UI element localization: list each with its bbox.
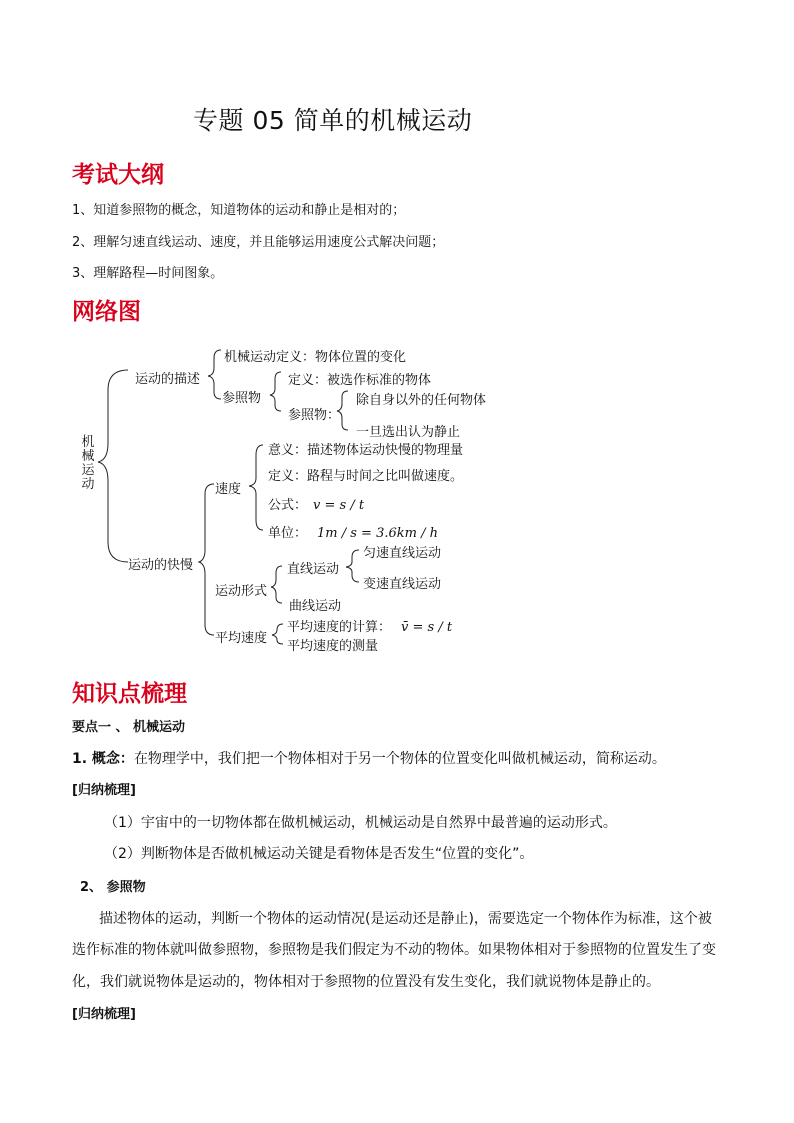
- average-calc-label: 平均速度的计算：: [287, 620, 392, 635]
- summary-label: [归纳梳理]: [72, 783, 136, 798]
- forms-label: 运动形式: [215, 584, 268, 599]
- velocity-unit-row: [268, 522, 438, 541]
- average-label: 平均速度: [215, 631, 268, 646]
- formula-label: 公式：: [268, 498, 308, 513]
- velocity-formula-row: [268, 494, 364, 513]
- velocity-unit: 1m / s = 3.6km / h: [317, 526, 438, 541]
- root-brace: [98, 370, 128, 562]
- velocity-formula: v = s / t: [313, 498, 365, 513]
- summary-item-2: （2）判断物体是否做机械运动关键是看物体是否发生“位置的变化”。: [104, 846, 534, 862]
- reference-sub-label: 参照物：: [288, 408, 341, 423]
- forms-brace: [271, 566, 282, 603]
- point1-title: 要点一 、 机械运动: [72, 720, 186, 735]
- straight-brace: [346, 550, 359, 582]
- velocity-definition: 定义：路程与时间之比叫做速度。: [268, 469, 464, 484]
- summary-item-1: （1）宇宙中的一切物体都在做机械运动，机械运动是自然界中最普遍的运动形式。: [104, 815, 617, 831]
- knowledge-heading: 知识点梳理: [72, 681, 187, 707]
- concept-text: 在物理学中，我们把一个物体相对于另一个物体的位置变化叫做机械运动，简称运动。: [133, 751, 666, 767]
- average-measure: 平均速度的测量: [287, 639, 379, 654]
- reference-label: 参照物: [222, 391, 262, 406]
- uniform-straight-motion: 匀速直线运动: [363, 546, 442, 561]
- average-brace: [272, 624, 283, 644]
- velocity-meaning: 意义：描述物体运动快慢的物理量: [268, 443, 464, 458]
- root-label: 机 械 运 动: [81, 435, 95, 492]
- reference-paragraph-line-3: 化，我们就说物体是运动的，物体相对于参照物的位置没有发生变化，我们就说物体是静止的。: [72, 974, 660, 990]
- outline-item-2: 2、理解匀速直线运动、速度，并且能够运用速度公式解决问题；: [72, 235, 445, 250]
- page-title: 专题 05 简单的机械运动: [193, 106, 473, 135]
- concept-paragraph: [72, 748, 666, 768]
- description-label: 运动的描述: [135, 372, 201, 387]
- velocity-brace: [249, 445, 263, 530]
- reference-option-1: 除自身以外的任何物体: [356, 393, 487, 408]
- concept-label: 1. 概念：: [72, 751, 134, 767]
- summary-label-2: [归纳梳理]: [72, 1007, 136, 1022]
- curve-motion: 曲线运动: [289, 599, 342, 614]
- straight-motion: 直线运动: [287, 562, 340, 577]
- point2-title: 2、 参照物: [80, 880, 146, 895]
- reference-paragraph-line-1: 描述物体的运动，判断一个物体的运动情况(是运动还是静止)，需要选定一个物体作为标准，这个被: [99, 911, 712, 927]
- variable-straight-motion: 变速直线运动: [363, 577, 442, 592]
- exam-outline-heading: 考试大纲: [72, 162, 164, 188]
- network-diagram-heading: 网络图: [72, 299, 141, 325]
- average-calc-row: [287, 616, 452, 635]
- unit-label: 单位：: [268, 526, 308, 541]
- velocity-label: 速度: [215, 482, 242, 497]
- outline-item-3: 3、理解路程—时间图象。: [72, 266, 224, 281]
- reference-option-2: 一旦选出认为静止: [356, 425, 461, 440]
- reference-paragraph-line-2: 选作标准的物体就叫做参照物，参照物是我们假定为不动的物体。如果物体相对于参照物的位置发生了变: [72, 942, 716, 958]
- average-formula: v̄ = s / t: [401, 620, 453, 635]
- outline-item-1: 1、知道参照物的概念，知道物体的运动和静止是相对的；: [72, 203, 406, 218]
- description-brace: [208, 350, 221, 399]
- definition-text: 机械运动定义：物体位置的变化: [224, 350, 407, 365]
- reference-brace: [270, 372, 281, 411]
- speed-brace: [199, 484, 214, 635]
- reference-definition: 定义：被选作标准的物体: [288, 373, 432, 388]
- speed-of-motion-label: 运动的快慢: [128, 558, 194, 573]
